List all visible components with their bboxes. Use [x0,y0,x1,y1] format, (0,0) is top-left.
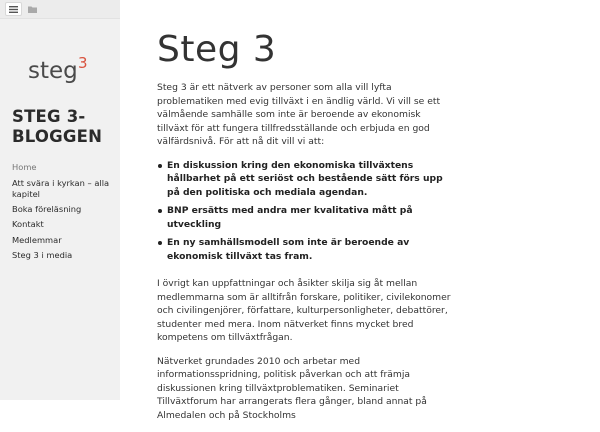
goal-item: En ny samhällsmodell som inte är beroende av ekonomisk tillväxt tas fram. [157,236,454,263]
logo-number: 3 [78,54,88,72]
goal-list [157,159,454,264]
members-paragraph: I övrigt kan uppfattningar och åsikter skilja sig åt mellan medlemmarna som är alltifrån forskare, politiker, civilekonomer och civilingenjörer, författare, kulturpersonligheter, debattörer, studenter med mera. Inom nätverket finns mycket bred kompetens om tillväxtfrågan. [157,278,451,343]
main-content [157,30,454,432]
nav-item-boka-forelasning[interactable]: Boka föreläsning [12,203,82,214]
folder-icon[interactable] [24,2,41,16]
goal-item: BNP ersätts med andra mer kvalitativa mått på utveckling [157,204,454,231]
nav-item-home[interactable]: Home [12,162,37,172]
goal-item: En diskussion kring den ekonomiska tillväxtens hållbarhet på ett seriöst och bestående sätt förs upp på den politiska och mediala agendan. [157,159,454,200]
nav-item-medlemmar[interactable]: Medlemmar [12,234,62,245]
page-title: Steg 3 [157,29,277,70]
sidebar-nav [12,162,112,266]
site-logo[interactable] [27,50,97,90]
nav-item-steg-3-i-media[interactable]: Steg 3 i media [12,250,73,260]
nav-item-kontakt[interactable]: Kontakt [12,219,44,229]
logo-text: steg [28,58,78,84]
sidebar [0,0,120,400]
nav-item-att-svara-i-kyrkan[interactable]: Att svära i kyrkan – alla kapitel [12,177,110,199]
intro-paragraph: Steg 3 är ett nätverk av personer som alla vill lyfta problematiken med evig tillväxt i en ändlig värld. Vi vill se ett välmående samhälle som inte är beroende av ekonomisk tillväxt för att fungera tillfredsställande och erbjuda en god välfärdsnivå. För att nå dit vill vi att: [157,82,441,147]
sidebar-toolbar [0,0,120,19]
menu-icon[interactable] [5,2,22,16]
history-paragraph: Nätverket grundades 2010 och arbetar med informationsspridning, politisk påverkan och att främja diskussionen kring tillväxtproblematiken. Seminariet Tillväxtforum har arrangerats flera gånger, bland annat på Almedalen och på Stockholms [157,355,427,421]
blog-title[interactable]: STEG 3-BLOGGEN [12,107,103,146]
